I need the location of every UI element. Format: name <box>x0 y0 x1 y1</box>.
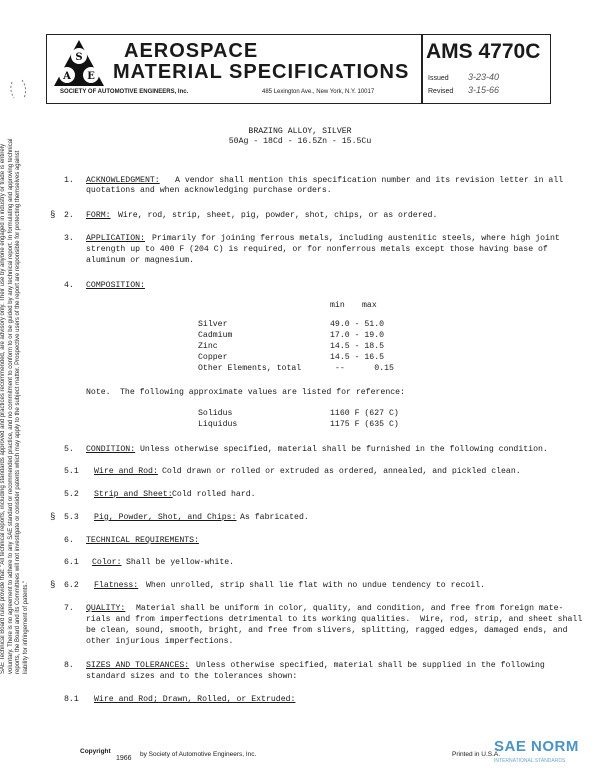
composition-range: 14.5 - 16.5 <box>330 353 385 362</box>
spec-subtitle: 50Ag - 18Cd - 16.5Zn - 15.5Cu <box>228 137 372 146</box>
revision-mark: § <box>50 210 56 220</box>
issued-date: 3-23-40 <box>468 72 500 82</box>
sae-logo <box>52 38 106 88</box>
section-6-2-text: When unrolled, strip shall lie flat with no undue tendency to recoil. <box>146 581 486 590</box>
composition-element: Zinc <box>198 342 218 351</box>
section-5-2-heading: Strip and Sheet: <box>94 490 173 499</box>
note-text: The following approximate values are listed for reference: <box>120 388 405 397</box>
section-1-heading: ACKNOWLEDGMENT: <box>86 176 160 185</box>
spec-title: BRAZING ALLOY, SILVER <box>248 127 352 136</box>
section-5-1-heading: Wire and Rod: <box>94 467 158 476</box>
section-7-heading: QUALITY: <box>86 604 126 613</box>
society-name: SOCIETY OF AUTOMOTIVE ENGINEERS, Inc. <box>60 89 189 95</box>
composition-element: Copper <box>198 353 228 362</box>
footer-year: 1966 <box>116 755 132 762</box>
note-label: Note. <box>86 388 111 397</box>
footer-printed: Printed in U.S.A. <box>452 751 501 758</box>
section-1-text-cont: quotations and when acknowledging purchase orders. <box>86 186 332 195</box>
section-6-number: 6. <box>64 536 74 545</box>
section-2-heading: FORM: <box>86 211 111 220</box>
section-6-1-number: 6.1 <box>64 558 79 567</box>
composition-element: Silver <box>198 320 228 329</box>
society-address: 485 Lexington Ave., New York, N.Y. 10017 <box>262 89 375 95</box>
section-4-number: 4. <box>64 281 74 290</box>
section-1-number: 1. <box>64 176 74 185</box>
revised-date: 3-15-66 <box>468 85 500 95</box>
section-5-3-heading: Pig, Powder, Shot, and Chips: <box>94 513 237 522</box>
section-3-heading: APPLICATION: <box>86 234 145 243</box>
svg-text:S: S <box>75 52 83 63</box>
section-5-number: 5. <box>64 445 74 454</box>
section-5-3-number: 5.3 <box>64 513 79 522</box>
footer-copyright: Copyright <box>80 748 111 755</box>
watermark-logo: SAE NORM <box>494 738 579 755</box>
side-legal-notice: SAE Technical Board rules provide that: "All technical reports, including standards approved and practices recommended, are advisory only. Their use by anyone engaged in industry or trade is entirely voluntary. There is no agreement to adhere to any SAE standard or recommended practice, and no commitment to conform to or be guided by any technical report. In formulating and approving technical reports, the Board and its Committees will not investigate or consider patents which may apply to the subject matter. Prospective users of the report are responsible for protecting themselves against liability for infringement of patents." <box>0 138 29 674</box>
section-8-text-cont: standard sizes and to the tolerances shown: <box>86 672 298 681</box>
svg-text:E: E <box>87 71 95 82</box>
section-5-heading: CONDITION: <box>86 445 136 454</box>
composition-element: Cadmium <box>198 331 233 340</box>
composition-range: -- 0.15 <box>335 364 394 373</box>
section-5-3-text: As fabricated. <box>240 513 309 522</box>
header-title-line2: MATERIAL SPECIFICATIONS <box>113 61 410 83</box>
composition-col-max: max <box>362 301 377 310</box>
section-3-text-cont: strength up to 400 F (204 C) is required, or for nonferrous metals except those having base of <box>86 245 548 254</box>
section-4-heading: COMPOSITION: <box>86 281 145 290</box>
note-value: 1175 F (635 C) <box>330 420 399 429</box>
section-2-number: 2. <box>64 211 74 220</box>
revision-mark: § <box>50 512 56 522</box>
section-5-1-number: 5.1 <box>64 467 79 476</box>
section-7-text-cont3: other injurious imperfections. <box>86 637 234 646</box>
revised-label: Revised <box>428 88 454 95</box>
composition-range: 14.5 - 18.5 <box>330 342 385 351</box>
note-property: Liquidus <box>198 420 238 429</box>
punch-hole-mark <box>8 78 30 102</box>
section-6-heading: TECHNICAL REQUIREMENTS: <box>86 536 200 545</box>
composition-col-min: min <box>330 301 345 310</box>
watermark-subtitle: INTERNATIONAL STANDARDS <box>494 758 566 764</box>
section-7-text: Material shall be uniform in color, quality, and condition, and free from foreign mate- <box>136 604 564 613</box>
section-2-text: Wire, rod, strip, sheet, pig, powder, shot, chips, or as ordered. <box>118 211 438 220</box>
section-8-text: Unless otherwise specified, material shall be supplied in the following <box>196 661 545 670</box>
section-8-1-number: 8.1 <box>64 695 79 704</box>
section-6-1-text: Shall be yellow-white. <box>126 558 235 567</box>
note-value: 1160 F (627 C) <box>330 409 399 418</box>
section-7-text-cont: rials and from imperfections detrimental to its working qualities. Wire, rod, strip, and sheet shall <box>86 615 583 624</box>
section-3-text-cont2: aluminum or magnesium. <box>86 256 195 265</box>
ams-number: AMS 4770C <box>426 40 541 63</box>
section-8-number: 8. <box>64 661 74 670</box>
section-6-1-heading: Color: <box>92 558 122 567</box>
header-title-line1: AEROSPACE <box>124 40 259 62</box>
section-7-text-cont2: be clean, sound, smooth, bright, and free from slivers, splitting, ragged edges, damaged ends, and <box>86 626 568 635</box>
section-3-text: Primarily for joining ferrous metals, including austenitic steels, where high joint <box>152 234 560 243</box>
section-5-2-text: Cold rolled hard. <box>172 490 256 499</box>
section-7-number: 7. <box>64 604 74 613</box>
section-8-1-heading: Wire and Rod; Drawn, Rolled, or Extruded: <box>94 695 296 704</box>
composition-range: 17.0 - 19.0 <box>330 331 385 340</box>
issued-label: Issued <box>428 75 449 82</box>
section-5-1-text: Cold drawn or rolled or extruded as ordered, annealed, and pickled clean. <box>162 467 521 476</box>
revision-mark: § <box>50 580 56 590</box>
composition-range: 49.0 - 51.0 <box>330 320 385 329</box>
composition-element: Other Elements, total <box>198 364 302 373</box>
section-8-heading: SIZES AND TOLERANCES: <box>86 661 190 670</box>
section-5-text: Unless otherwise specified, material shall be furnished in the following condition. <box>140 445 548 454</box>
footer-publisher: by Society of Automotive Engineers, Inc. <box>140 751 257 758</box>
section-3-number: 3. <box>64 234 74 243</box>
section-6-2-number: 6.2 <box>64 581 79 590</box>
svg-text:A: A <box>63 71 71 82</box>
section-6-2-heading: Flatness: <box>94 581 139 590</box>
section-5-2-number: 5.2 <box>64 490 79 499</box>
section-1-text: A vendor shall mention this specification number and its revision letter in all <box>175 176 564 185</box>
note-property: Solidus <box>198 409 233 418</box>
